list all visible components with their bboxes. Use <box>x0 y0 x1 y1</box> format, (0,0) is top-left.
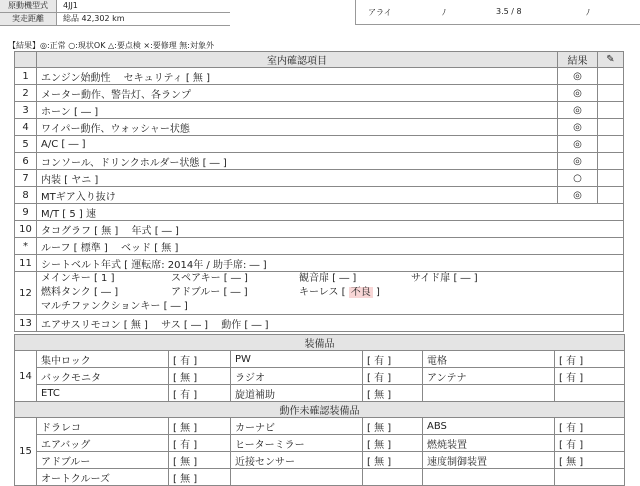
row-number: 8 <box>15 187 37 204</box>
equipment-value: [ 有 ] <box>363 368 423 385</box>
check-item: ルーフ [ 標準 ] ベッド [ 無 ] <box>37 238 624 255</box>
equipment-name: 近接センサー <box>231 452 363 469</box>
equipment-name: ETC <box>37 385 169 402</box>
equipment-row <box>15 368 625 385</box>
check-item: メーター動作、警告灯、各ランプ <box>37 85 558 102</box>
check-result: ◎ <box>558 136 598 153</box>
row-number: 15 <box>15 418 37 486</box>
equipment-value <box>555 385 625 402</box>
check-row <box>15 136 624 153</box>
check-result: ◎ <box>558 119 598 136</box>
row-number: 14 <box>15 351 37 402</box>
equipment-value: [ 無 ] <box>363 435 423 452</box>
check-row <box>15 315 624 332</box>
row-number: 13 <box>15 315 37 332</box>
row-number: 10 <box>15 221 37 238</box>
main-key: メインキー [ 1 ] <box>41 273 115 284</box>
row-number: 2 <box>15 85 37 102</box>
check-result: ◎ <box>558 68 598 85</box>
row-number: 9 <box>15 204 37 221</box>
multi-function-key: マルチファンクションキー [ ― ] <box>41 301 188 312</box>
row-number: 12 <box>15 272 37 315</box>
check-row <box>15 187 624 204</box>
check-result: ◎ <box>558 153 598 170</box>
row-number: 5 <box>15 136 37 153</box>
equipment-value: [ 無 ] <box>169 452 231 469</box>
unconfirmed-row <box>15 418 625 435</box>
check-item: ホーン [ ― ] <box>37 102 558 119</box>
equipment-value <box>555 469 625 486</box>
unconfirmed-row <box>15 469 625 486</box>
alignment-c: ﾉ <box>586 8 590 17</box>
check-result: ◎ <box>558 102 598 119</box>
equipment-name: オートクルーズ <box>37 469 169 486</box>
check-row <box>15 255 624 272</box>
engine-model-value: 4JJ1 <box>63 1 78 10</box>
vehicle-info <box>0 0 230 26</box>
equipment-value: [ 有 ] <box>555 351 625 368</box>
fuel-tank: 燃料タンク [ ― ] <box>41 287 119 298</box>
keys-cell <box>37 272 624 315</box>
check-item: 内装 [ ヤニ ] <box>37 170 558 187</box>
equipment-value <box>363 469 423 486</box>
check-row <box>15 85 624 102</box>
equipment-row <box>15 351 625 368</box>
unconfirmed-row <box>15 452 625 469</box>
alignment-b: 3.5 / 8 <box>496 7 522 16</box>
keyless <box>299 286 380 300</box>
check-row <box>15 102 624 119</box>
mileage-label: 実走距離 <box>0 13 57 25</box>
equipment-name: カーナビ <box>231 418 363 435</box>
interior-title: 室内確認項目 <box>37 52 558 68</box>
equipment-value: [ 無 ] <box>169 418 231 435</box>
equipment-name: アンテナ <box>423 368 555 385</box>
adblue: アドブルー [ ― ] <box>171 287 248 298</box>
equipment-name: 電格 <box>423 351 555 368</box>
mileage-row <box>0 13 230 26</box>
equipment-name: PW <box>231 351 363 368</box>
equipment-name: ヒーターミラー <box>231 435 363 452</box>
equipment-name: バックモニタ <box>37 368 169 385</box>
equipment-row <box>15 385 625 402</box>
check-result: ◎ <box>558 187 598 204</box>
equipment-value: [ 無 ] <box>363 385 423 402</box>
edit-icon[interactable]: ✎ <box>598 52 624 68</box>
row-number: * <box>15 238 37 255</box>
check-row <box>15 170 624 187</box>
equipment-value: [ 無 ] <box>363 452 423 469</box>
check-result: ○ <box>558 170 598 187</box>
equipment-value: [ 無 ] <box>363 418 423 435</box>
equipment-value: [ 有 ] <box>363 351 423 368</box>
row-number: 6 <box>15 153 37 170</box>
equipment-name: 速度制御装置 <box>423 452 555 469</box>
mileage-value: 総品 42,302 km <box>63 14 125 23</box>
check-item: コンソール、ドリンクホルダー状態 [ ― ] <box>37 153 558 170</box>
equipment-name: 旋道補助 <box>231 385 363 402</box>
check-row <box>15 204 624 221</box>
unconfirmed-header <box>15 402 625 418</box>
keyless-defect-badge: 不良 <box>350 287 371 298</box>
rear-door: 観音扉 [ ― ] <box>299 273 357 284</box>
row-number: 7 <box>15 170 37 187</box>
keys-row <box>15 272 624 315</box>
check-row <box>15 68 624 85</box>
check-item: エンジン始動性 セキュリティ [ 無 ] <box>37 68 558 85</box>
check-row <box>15 221 624 238</box>
equipment-value: [ 有 ] <box>169 435 231 452</box>
row-number: 1 <box>15 68 37 85</box>
equipment-name <box>231 469 363 486</box>
check-row <box>15 119 624 136</box>
equipment-name: ドラレコ <box>37 418 169 435</box>
alignment-label: アライ <box>368 8 392 17</box>
equipment-name: ラジオ <box>231 368 363 385</box>
result-legend: 【結果】◎:正常 ○:現状OK △:要点検 ×:要修理 無:対象外 <box>8 41 215 50</box>
equipment-name: エアバッグ <box>37 435 169 452</box>
check-row <box>15 153 624 170</box>
equipment-value: [ 有 ] <box>169 385 231 402</box>
result-header: 結果 <box>558 52 598 68</box>
keyless-label: キーレス [ <box>299 287 346 298</box>
engine-model-label: 原動機型式 <box>0 0 57 12</box>
spare-key: スペアキー [ ― ] <box>171 273 248 284</box>
equipment-value: [ 無 ] <box>169 469 231 486</box>
row-number: 3 <box>15 102 37 119</box>
row-number: 11 <box>15 255 37 272</box>
unconfirmed-row <box>15 435 625 452</box>
check-item: A/C [ ― ] <box>37 136 558 153</box>
unconfirmed-title: 動作未確認装備品 <box>15 402 625 418</box>
row-number: 4 <box>15 119 37 136</box>
check-item: タコグラフ [ 無 ] 年式 [ ― ] <box>37 221 624 238</box>
equipment-name: 燃焼装置 <box>423 435 555 452</box>
equipment-header <box>15 335 625 351</box>
side-door: サイド扉 [ ― ] <box>411 273 478 284</box>
equipment-name <box>423 469 555 486</box>
interior-header <box>15 52 624 68</box>
equipment-name: アドブルー <box>37 452 169 469</box>
equipment-name: ABS <box>423 418 555 435</box>
check-item: シートベルト年式 [ 運転席: 2014年 / 助手席: ― ] <box>37 255 624 272</box>
equipment-name: 集中ロック <box>37 351 169 368</box>
equipment-table <box>14 334 625 486</box>
equipment-title: 装備品 <box>15 335 625 351</box>
interior-check-table <box>14 51 624 332</box>
check-item: MTギア入り抜け <box>37 187 558 204</box>
equipment-value: [ 無 ] <box>169 368 231 385</box>
check-item: ワイパー動作、ウォッシャー状態 <box>37 119 558 136</box>
equipment-value: [ 無 ] <box>555 452 625 469</box>
equipment-name <box>423 385 555 402</box>
alignment-a: ﾉ <box>442 8 446 17</box>
equipment-value: [ 有 ] <box>555 435 625 452</box>
equipment-value: [ 有 ] <box>169 351 231 368</box>
check-row <box>15 238 624 255</box>
keyless-close: ] <box>375 287 380 298</box>
alignment-box <box>355 0 640 25</box>
check-result: ◎ <box>558 85 598 102</box>
engine-model-row <box>0 0 230 13</box>
keys-line-2 <box>41 286 619 300</box>
keys-line-1 <box>41 272 619 286</box>
check-item: M/T [ 5 ] 速 <box>37 204 624 221</box>
equipment-value: [ 有 ] <box>555 418 625 435</box>
check-item: エアサスリモコン [ 無 ] サス [ ― ] 動作 [ ― ] <box>37 315 624 332</box>
equipment-value: [ 有 ] <box>555 368 625 385</box>
